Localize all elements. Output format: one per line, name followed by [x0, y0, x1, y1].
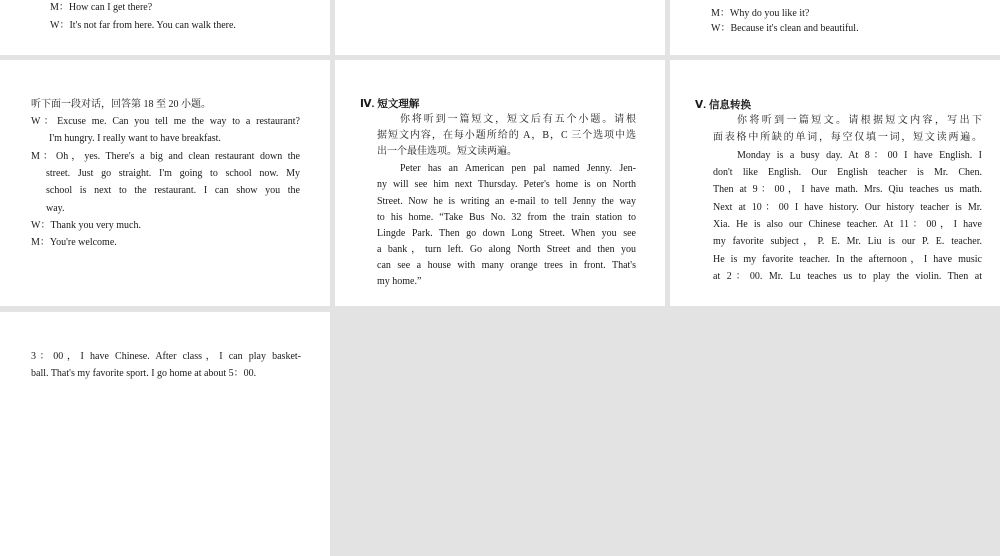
section-heading: Ⅴ. 信息转换 — [695, 99, 751, 111]
text-line: way. — [46, 203, 65, 214]
text-line: my home.” — [377, 276, 422, 287]
instruction-line: 你将听到一篇短文，短文后有五个小题。请根 — [400, 114, 636, 125]
text-line: I'm hungry. I really want to have breakfast. — [49, 133, 221, 144]
text-line: school is next to the restaurant. I can show you the — [46, 185, 300, 196]
panel-dialogue-top-left — [0, 0, 330, 55]
text-line: M：You're welcome. — [31, 237, 117, 248]
text-line: ball. That's my favorite sport. I go home at about 5：00. — [31, 368, 257, 379]
text-line: ny will see him next Thursday. Peter's home is on North — [377, 179, 636, 190]
panel-dialogue-18-20 — [0, 60, 330, 306]
panel-top-middle — [335, 0, 665, 55]
text-line: Monday is a busy day. At 8：00 I have English. I — [737, 150, 982, 161]
instruction-line: 你将听到一篇短文。请根据短文内容，写出下 — [737, 115, 982, 126]
instruction-line: 据短文内容，在每小题所给的 A，B，C 三个选项中选 — [377, 130, 636, 141]
text-line: don't like English. Our English teacher is Mr. Chen. — [713, 167, 982, 178]
panel-information-transfer — [670, 60, 1000, 306]
text-line: Lingde Park. Then go down Long Street. When you see — [377, 228, 636, 239]
text-line: Street. Now he is writing an e-mail to tell Jenny the way — [377, 196, 636, 207]
text-line: a bank，turn left. Go along North Street and then you — [377, 244, 636, 255]
instruction-line: 出一个最佳选项。短文读两遍。 — [377, 146, 517, 157]
section-heading: Ⅳ. 短文理解 — [360, 98, 420, 110]
panel-dialogue-top-right — [670, 0, 1000, 55]
text-line: at 2：00. Mr. Lu teaches us to play the violin. Then at — [713, 271, 982, 282]
text-line: 3：00，I have Chinese. After class，I can play basket- — [31, 351, 301, 362]
text-line: can see a house with many orange trees in front. That's — [377, 260, 636, 271]
text-line: M：How can I get there? — [50, 2, 153, 13]
panel-continued-passage — [0, 312, 330, 556]
instruction-line: 听下面一段对话，回答第 18 至 20 小题。 — [31, 99, 211, 110]
text-line: W：It's not far from here. You can walk there. — [50, 20, 236, 31]
text-line: W：Excuse me. Can you tell me the way to a restaurant? — [31, 116, 300, 127]
text-line: Peter has an American pen pal named Jenny. Jen- — [400, 163, 636, 174]
text-line: Next at 10：00 I have history. Our history teacher is Mr. — [713, 202, 982, 213]
text-line: He is my favorite teacher. In the afternoon，I have music — [713, 254, 982, 265]
text-line: Then at 9：00，I have math. Mrs. Qiu teaches us math. — [713, 184, 982, 195]
text-line: M：Why do you like it? — [711, 8, 810, 19]
panel-short-passage — [335, 60, 665, 306]
text-line: M：Oh，yes. There's a big and clean restaurant down the — [31, 151, 300, 162]
text-line: to his home. “Take Bus No. 32 from the train station to — [377, 212, 636, 223]
instruction-line: 面表格中所缺的单词，每空仅填一词，短文读两遍。 — [713, 132, 982, 143]
text-line: my favorite subject，P. E. Mr. Liu is our P. E. teacher. — [713, 236, 982, 247]
text-line: Xia. He is also our Chinese teacher. At 11：00，I have — [713, 219, 982, 230]
text-line: W：Because it's clean and beautiful. — [711, 23, 859, 34]
text-line: street. Just go straight. I'm going to school now. My — [46, 168, 300, 179]
text-line: W：Thank you very much. — [31, 220, 141, 231]
